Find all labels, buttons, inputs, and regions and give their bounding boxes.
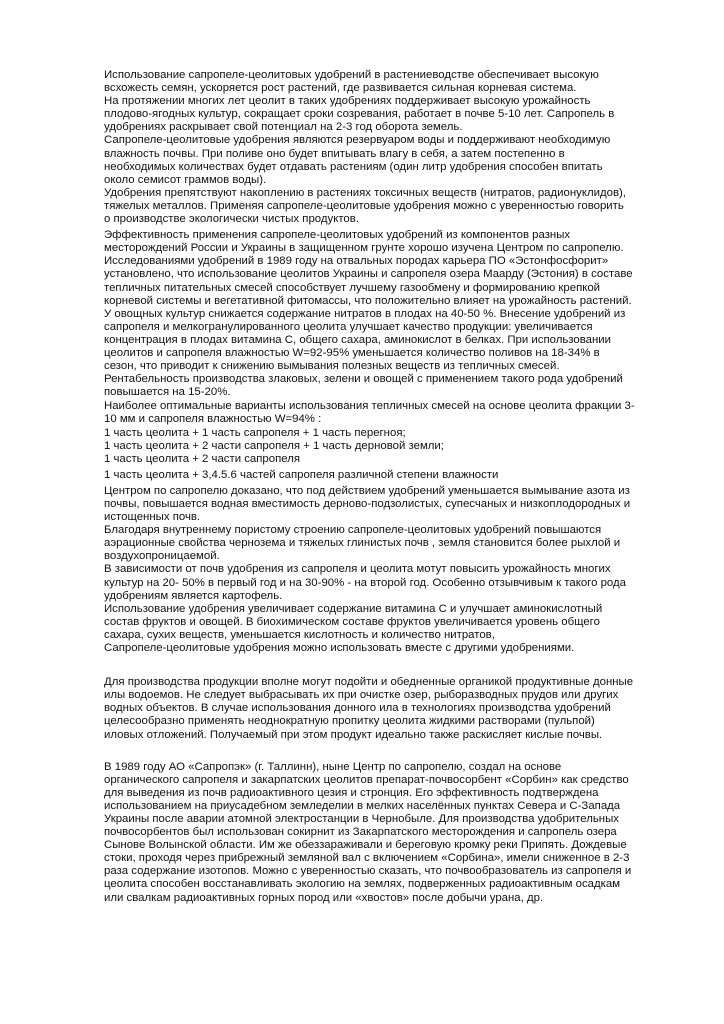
text-line: целесообразно применять неоднократную пропитку цеолита жидкими растворами (пульпой) (104, 715, 595, 728)
text-line: цеолита способен восстанавливать экологию на землях, подверженных радиоактивным осадкам (104, 878, 621, 891)
paragraph (104, 134, 684, 186)
paragraph (104, 603, 684, 655)
text-line: Исследованиями удобрений в 1989 году на отвальных породах карьера ПО «Эстонфосфорит» (104, 255, 609, 268)
paragraph (104, 524, 684, 563)
text-line: Сапропеле-цеолитовые удобрения можно использовать вместе с другими удобрениями. (104, 642, 575, 655)
text-line: необходимых количествах будет отдавать растениям (один литр удобрения способен впитать (104, 160, 603, 173)
paragraph (104, 95, 684, 134)
paragraph (104, 563, 684, 602)
text-line: тепличных питательных смесей способствует лучшему газообмену и формированию крепкой (104, 281, 601, 294)
text-line: концентрация в плодах витамина С, общего сахара, аминокислот в белках. При использовании (104, 333, 611, 346)
text-line: почвы, повышается водная вместимость дерново-подзолистых, супесчаных и низкоплодородных и (104, 498, 631, 510)
text-line: На протяжении многих лет цеолит в таких удобрениях поддерживает высокую урожайность (104, 95, 591, 108)
text-line: иловых отложений. Получаемый при этом продукт идеально также раскисляет кислые почвы. (104, 728, 603, 741)
text-line: сапропеля и мелкогранулированного цеолита улучшает качество продукции: увеличивается (104, 320, 593, 333)
text-line: для выведения из почв радиоактивного цезия и стронция. Его эффективность подтверждена (104, 786, 599, 799)
text-line: цеолитов и сапропеля влажностью W=92-95% уменьшается количество поливов на 18-34% в (104, 346, 600, 359)
text-line: Украины после аварии атомной электростанции в Чернобыле. Для производства удобрительных (104, 812, 619, 825)
text-line: тяжелых металлов. Применяя сапропеле-цеолитовые удобрения можно с уверенностью говорить (104, 199, 624, 212)
text-line: водных объектов. В случае использования донного ила в технологиях производства удобрений (104, 702, 611, 715)
text-line: состав фруктов и овощей. В биохимическом составе фруктов увеличивается уровень общего (104, 615, 600, 628)
text-line: или свалкам радиоактивных горных пород или «хвостов» после добычи урана, др. (104, 891, 544, 904)
list-item: 1 часть цеолита + 3,4.5.6 частей сапропеля различной степени влажности (104, 468, 499, 481)
text-line: Эффективность применения сапропеле-цеолитовых удобрений из компонентов разных (104, 229, 571, 242)
list-item: 1 часть цеолита + 2 части сапропеля (104, 452, 301, 465)
text-line: органического сапропеля и закарпатских цеолитов препарат-почвосорбент «Сорбин» как средство (104, 773, 629, 786)
text-line: Рентабельность производства злаковых, зелени и овощей с применением такого рода удобрений (104, 373, 623, 386)
text-line: культур на 20- 50% в первый год и на 30-90% - на второй год. Особенно отзывчивым к такого рода (104, 576, 626, 589)
text-line: влажность почвы. При поливе оно будет впитывать влагу в себя, а затем постепенно в (104, 147, 565, 160)
text-line: около семисот граммов воды). (104, 173, 267, 186)
paragraph (104, 69, 684, 95)
paragraph (104, 229, 684, 399)
text-line: корневой системы и вегетативной фитомассы, что положительно влияет на урожайность растений. (104, 294, 632, 307)
text-line: Сынове Волынской области. Им же обеззараживали и береговую кромку реки Припять. Дождевые (104, 839, 627, 852)
document-body (104, 69, 684, 905)
text-line: 10 мм и сапропеля влажностью W=94% : (104, 413, 322, 426)
list-item: 1 часть цеолита + 1 часть сапропеля + 1 часть перегноя; (104, 426, 406, 439)
text-line: истощенных почв. (104, 511, 201, 524)
paragraph (104, 469, 684, 482)
text-line: илы водоемов. Не следует выбрасывать их при очистке озер, рыборазводных прудов или других (104, 689, 619, 702)
text-line: удобрениям является картофель. (104, 589, 283, 602)
text-line: месторождений России и Украины в защищенном грунте хорошо изучена Центром по сапропелю. (104, 242, 624, 255)
text-line: Центром по сапропелю доказано, что под действием удобрений уменьшается вымывание азота из (104, 484, 630, 497)
list-item: 1 часть цеолита + 2 части сапропеля + 1 часть дерновой земли; (104, 439, 444, 452)
text-line: всхожесть семян, ускоряется рост растений, где развивается сильная корневая система. (104, 82, 577, 95)
text-line: Использование сапропеле-цеолитовых удобрений в растениеводстве обеспечивает высокую (104, 69, 599, 81)
paragraph (104, 187, 684, 226)
text-line: В зависимости от почв удобрения из сапропеля и цеолита мотут повысить урожайность многих (104, 563, 611, 576)
text-line: сезон, что приводит к снижению вымывания полезных веществ из тепличных смесей. (104, 360, 560, 373)
text-line: Сапропеле-цеолитовые удобрения являются резервуаром воды и поддерживают необходимую (104, 134, 611, 147)
text-line: воздухопроницаемой. (104, 550, 220, 563)
paragraph (104, 485, 684, 524)
text-line: повышается на 15-20%. (104, 386, 231, 399)
text-line: плодово-ягодных культур, сокращает сроки созревания, работает в почве 5-10 лет. Сапропель в (104, 108, 615, 121)
text-line: о производстве экологически чистых продуктов. (104, 213, 359, 226)
text-line: почвосорбентов был использован сокирнит из Закарпатского месторождения и сапропель озера (104, 826, 617, 839)
paragraph (104, 400, 684, 465)
paragraph (104, 676, 684, 741)
text-line: использованием на приусадебном земледелии в мелких населённых пунктах Севера и С-Запада (104, 799, 621, 812)
text-line: стоки, проходя через прибрежный земляной вал с включением «Сорбина», имели сниженное в 2-3 (104, 852, 630, 865)
paragraph (104, 761, 684, 905)
text-line: Наиболее оптимальные варианты использования тепличных смесей на основе цеолита фракции 3- (104, 400, 635, 413)
text-line: сахара, сухих веществ, уменьшается кислотность и количество нитратов, (104, 628, 495, 641)
text-line: удобрениях раскрывает свой потенциал на 2-3 год оборота земель. (104, 121, 463, 134)
text-line: Благодаря внутреннему пористому строению сапропеле-цеолитовых удобрений повышаются (104, 524, 602, 537)
text-line: Использование удобрения увеличивает содержание витамина С и улучшает аминокислотный (104, 602, 603, 615)
text-line: раза содержание изотопов. Можно с уверенностью сказать, что почвообразователь из сапропеля и (104, 865, 632, 878)
text-line: аэрационные свойства чернозема и тяжелых глинистых почв , земля становится более рыхлой и (104, 537, 621, 550)
text-line: Для производства продукции вполне могут подойти и обедненные органикой продуктивные донные (104, 676, 634, 689)
text-line: У овощных культур снижается содержание нитратов в плодах на 40-50 %. Внесение удобрений из (104, 307, 626, 320)
text-line: В 1989 году АО «Сапропэк» (г. Таллинн), ныне Центр по сапропелю, создал на основе (104, 760, 562, 773)
text-line: Удобрения препятствуют накоплению в растениях токсичных веществ (нитратов, радионуклидов), (104, 186, 626, 199)
text-line: установлено, что использование цеолитов Украины и сапропеля озера Маарду (Эстония) в составе (104, 268, 633, 281)
